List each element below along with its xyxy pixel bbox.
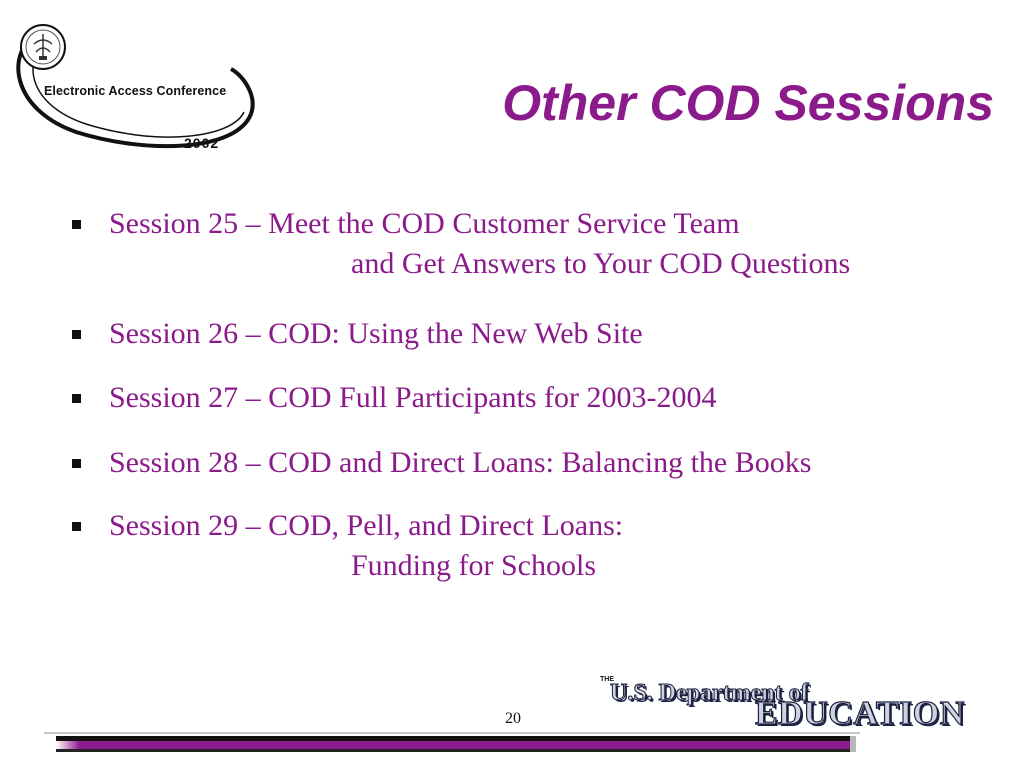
bullet-item	[68, 316, 643, 352]
department-logo-line1: U.S. Department of	[610, 680, 809, 706]
bullet-text: Session 29 – COD, Pell, and Direct Loans:	[109, 509, 624, 542]
conference-name: Electronic Access Conference	[44, 84, 227, 98]
bullet-text: Session 27 – COD Full Participants for 2003-2004	[109, 381, 717, 414]
square-bullet-icon	[72, 330, 81, 339]
square-bullet-icon	[72, 522, 81, 531]
footer-bar	[44, 732, 860, 754]
bullet-text: Session 28 – COD and Direct Loans: Balancing the Books	[109, 446, 812, 479]
square-bullet-icon	[72, 220, 81, 229]
bullet-text: Session 25 – Meet the COD Customer Service Team	[109, 207, 740, 240]
square-bullet-icon	[72, 394, 81, 403]
conference-logo	[6, 14, 256, 154]
department-logo-line2: EDUCATION	[755, 695, 965, 732]
conference-year: 2002	[184, 135, 220, 151]
bullet-item	[68, 206, 850, 282]
bullet-item	[68, 380, 717, 416]
bullet-text-continuation: Funding for Schools	[351, 549, 597, 582]
slide-title: Other COD Sessions	[502, 75, 994, 131]
page-number: 20	[505, 710, 521, 727]
bullet-item	[68, 445, 811, 481]
department-logo-the: THE	[600, 676, 614, 683]
bullet-text: Session 26 – COD: Using the New Web Site	[109, 317, 643, 350]
bullet-text-continuation: and Get Answers to Your COD Questions	[351, 247, 851, 280]
bullet-item	[68, 508, 623, 584]
square-bullet-icon	[72, 459, 81, 468]
